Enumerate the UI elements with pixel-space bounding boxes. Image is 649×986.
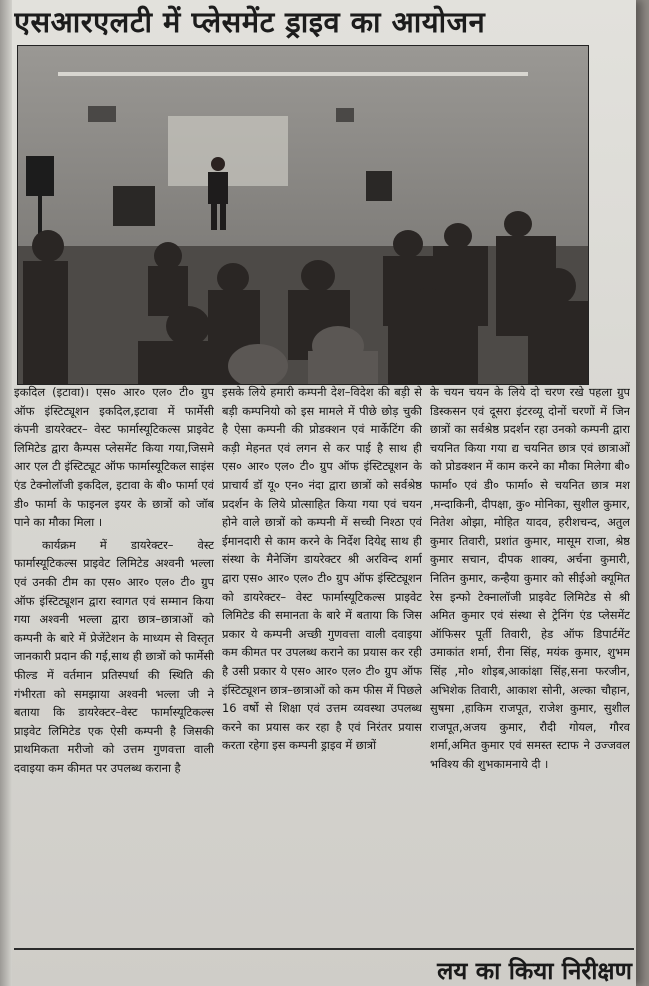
column-1-paragraph-1: इकदिल (इटावा)। एस० आर० एल० टी० ग्रुप ऑफ इंस्टिट्यूशन इकदिल,इटावा में फार्मेसी कंपनी डायरेक्टर– वेस्ट फार्मास्यूटिकल्स प्राइवेट लिमिटेड द्वारा कैम्पस प्लेसमेंट किया गया,जिसमे आर एल टी इंस्टिट्यूट ऑफ फार्मास्यूटिकल साइंस एंड टेक्नोलॉजी इकदिल, इटावा के बी० फार्मा एवं डी० फार्मा के फाइनल इयर के छात्रों को जॉब पाने का मौका मिला ।	[14, 385, 214, 530]
article-column-1	[14, 383, 214, 958]
article-column-2	[222, 383, 422, 958]
column-3-paragraph-1: के चयन चयन के लिये दो चरण रखे पहला ग्रुप डिस्कसन एवं दूसरा इंटरव्यू दोनों चरणों में जिन छात्रों का सर्वश्रेष्ठ प्रदर्शन रहा उनको कम्पनी द्वारा चयनित किया गया द्य चयनित छात्र एवं छात्राओं को प्रोडक्शन में काम करने का मौका मिलेगा बी० फार्मा० एवं डी० फार्मा० से चयनित छात्र मश ,मन्दाकिनी, दीपक्षा, कु० मोनिका, सुशील कुमार, नितेश ओझा, मोहित यादव, हरीशचन्द, अतुल कुमार तिवारी, प्रशांत कुमार, मासूम राजा, श्रेष्ठ कुमार सचान, दीपक शाक्य, अर्चना कुमारी, नितिन कुमार, कन्हैया कुमार को सीईओ क्यूमित रेस इन्फो टेक्नालॉजी प्राइवेट लिमिटेड से श्री अमित कुमार एवं संस्था से ट्रेनिंग एंड प्लेसमेंट ऑफिसर पूर्ती तिवारी, हेड ऑफ डिपार्टमेंट उमाकांत शर्मा, रीना सिंह, मयंक कुमार, शुभम सिंह ,मो० शोइब,आकांक्षा सिंह,सना फरजीन, अभिशेक तिवारी, आकाश सोनी, अल्का चौहान, सुषमा ,हाकिम राजपूत, राजेश कुमार, सुशील राजपूत,अजय कुमार, रौदी गोयल, गौरव शर्मा,अमित कुमार एवं समस्त स्टाफ ने उज्जवल भविश्य की शुभकामनाये दी ।	[430, 385, 630, 771]
article-photo	[17, 45, 589, 385]
next-headline-word: निरीक्षण	[561, 957, 632, 985]
column-1-paragraph-2: कार्यक्रम में डायरेक्टर– वेस्ट फार्मास्यूटिकल्स प्राइवेट लिमिटेड अश्वनी भल्ला एवं उनकी टीम का एस० आर० एल० टी० ग्रुप ऑफ इंस्टिट्यूशन द्वारा स्वागत एवं सम्मान किया गया अश्वनी भल्ला द्वारा छात्र–छात्राओं को कम्पनी के बारे में प्रेजेंटेशन के माध्यम से विस्तृत जानकारी प्रदान की गई,साथ ही छात्रों को फार्मेसी फील्ड में वर्तमान प्रतिस्पर्धा की स्थिति की गंभीरता को समझाया अश्वनी भल्ला जी ने बताया कि डायरेक्टर–वेस्ट फार्मास्यूटिकल्स प्राइवेट लिमिटेड एक ऐसी कम्पनी है जिसकी प्राथमिकता मरीजो को उत्तम गुणवत्ता वाली दवाइया कम कीमत पर उपलब्ध कराना है	[14, 537, 214, 775]
next-article-strip	[0, 948, 636, 986]
divider-rule	[14, 948, 634, 950]
seminar-hall-photo	[18, 46, 588, 384]
article-column-3	[430, 383, 630, 958]
next-article-headline	[437, 954, 632, 986]
page-edge-shadow	[0, 0, 12, 986]
column-2-paragraph-1: इसके लिये हमारी कम्पनी देश–विदेश की बड़ी से बड़ी कम्पनियो को इस मामले में पीछे छोड़ चुकी है ऐसा कम्पनी की प्रोडक्शन एवं मार्केटिंग की कड़ी मेहनत एवं लगन से कर पाई है साथ ही एस० आर० एल० टी० ग्रुप ऑफ इंस्टिट्यूशन के प्राचार्य डॉ यू० एन० नंदा द्वारा छात्रों को सर्वश्रेष्ठ प्रदर्शन के लिये प्रोत्साहित किया गया एवं चयन होने वाले छात्रों को कम्पनी में सच्ची निश्ठा एवं ईमानदारी से काम करने के निर्देश दियेद्द साथ ही संस्था के मैनेजिंग डायरेक्टर श्री अरविन्द शर्मा द्वारा एस० आर० एल० टी० ग्रुप ऑफ इंस्टिट्यूशन को डायरेक्टर– वेस्ट फार्मास्यूटिकल्स प्राइवेट लिमिटेड की समानता के बारे में बताया कि जिस प्रकार ये कम्पनी अच्छी गुणवत्ता वाली दवाइया कम कीमत पर उपलब्ध कराने का प्रयास कर रही है उसी प्रकार ये एस० आर० एल० टी० ग्रुप ऑफ इंस्टिट्यूशन छात्र–छात्राओं को कम फीस में पिछले 16 वर्षो से शिक्षा एवं उत्तम व्यवस्था उपलब्ध करने का प्रयास कर रहा है एवं निरंतर प्रयास करता रहेगा इस कम्पनी ड्राइव में छात्रों	[222, 385, 422, 753]
article-body	[14, 383, 630, 958]
next-headline-partial: लय का किया	[437, 957, 554, 985]
article-headline: एसआरएलटी में प्लेसमेंट ड्राइव का आयोजन	[14, 5, 486, 39]
